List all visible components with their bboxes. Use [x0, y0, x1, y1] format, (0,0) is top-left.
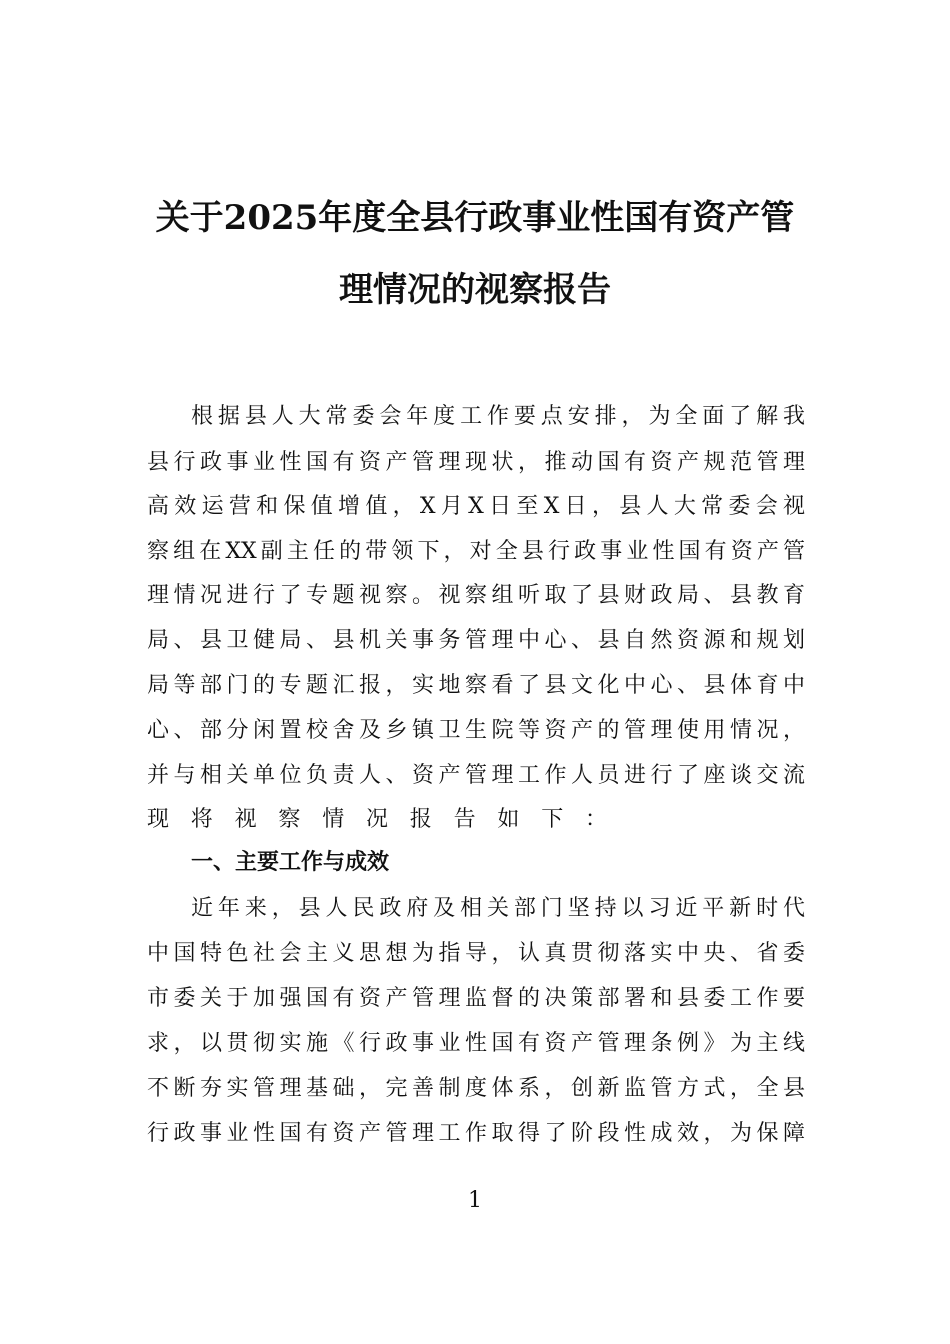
text-line: 求，以贯彻实施《行政事业性国有资产管理条例》为主线: [147, 1031, 805, 1056]
text-line: 中国特色社会主义思想为指导，认真贯彻落实中央、省委: [147, 941, 805, 966]
document-title-line-1: 关于2025年度全县行政事业性国有资产管: [155, 198, 795, 238]
text-line: 局、县卫健局、县机关事务管理中心、县自然资源和规划: [147, 628, 805, 653]
text-line: 市委关于加强国有资产管理监督的决策部署和县委工作要: [147, 986, 805, 1011]
text-line: 并与相关单位负责人、资产管理工作人员进行了座谈交流: [147, 763, 805, 788]
text-line: 心、部分闲置校舍及乡镇卫生院等资产的管理使用情况，: [147, 718, 805, 743]
text-line: 根据县人大常委会年度工作要点安排，为全面了解我: [191, 404, 805, 429]
text-line: 理情况进行了专题视察。视察组听取了县财政局、县教育: [147, 583, 805, 608]
text-line: 局等部门的专题汇报，实地察看了县文化中心、县体育中: [147, 673, 805, 698]
text-line: 高效运营和保值增值，X月X日至X日，县人大常委会视: [147, 494, 805, 519]
text-line: 近年来，县人民政府及相关部门坚持以习近平新时代: [191, 896, 805, 921]
text-line: 县行政事业性国有资产管理现状，推动国有资产规范管理: [147, 450, 805, 475]
text-line: 现将视察情况报告如下：: [147, 807, 629, 832]
text-line: 不断夯实管理基础，完善制度体系，创新监管方式，全县: [147, 1076, 805, 1101]
section-heading: 一、主要工作与成效: [191, 850, 390, 875]
text-line: 行政事业性国有资产管理工作取得了阶段性成效，为保障: [147, 1121, 805, 1146]
document-title-line-2: 理情况的视察报告: [339, 270, 611, 310]
page-number: 1: [468, 1188, 482, 1213]
text-line: 察组在XX副主任的带领下，对全县行政事业性国有资产管: [147, 539, 805, 564]
